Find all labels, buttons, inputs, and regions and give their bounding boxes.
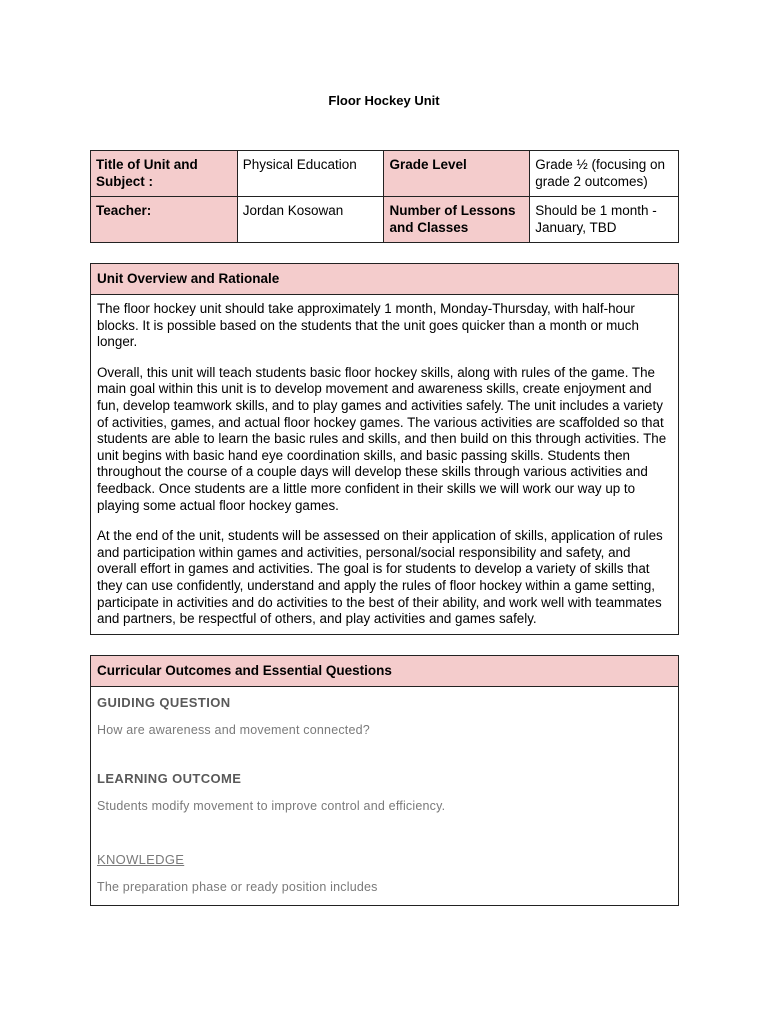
overview-paragraph: At the end of the unit, students will be assessed on their application of skills, application of rules and participation within games and activities, personal/social responsibility and safety, and overall effort in games and activities. The goal is for students to develop a variety of skills that they can use confidently, understand and apply the rules of floor hockey within a game setting, participate in activities and do activities to the best of their ability, and work well with teammates and partners, be respectful of others, and play activities and games safely.	[97, 528, 663, 627]
table-row	[91, 197, 679, 243]
overview-paragraph: The floor hockey unit should take approximately 1 month, Monday-Thursday, with half-hour blocks. It is possible based on the students that the unit goes quicker than a month or much longer.	[97, 301, 639, 350]
unit-overview-body	[91, 295, 678, 634]
teacher-value: Jordan Kosowan	[237, 197, 384, 243]
lessons-label: Number of Lessons and Classes	[384, 197, 530, 243]
unit-overview-section	[90, 263, 679, 635]
curricular-outcomes-header: Curricular Outcomes and Essential Questions	[91, 656, 678, 687]
unit-overview-header: Unit Overview and Rationale	[91, 264, 678, 295]
learning-outcome-text: Students modify movement to improve control and efficiency.	[97, 799, 446, 813]
table-row	[91, 151, 679, 197]
lessons-value: Should be 1 month - January, TBD	[530, 197, 679, 243]
curricular-outcomes-body	[91, 687, 678, 905]
learning-outcome-heading: LEARNING OUTCOME	[97, 771, 242, 786]
subject-value: Physical Education	[237, 151, 384, 197]
guiding-question-heading: GUIDING QUESTION	[97, 695, 231, 710]
overview-paragraph: Overall, this unit will teach students basic floor hockey skills, along with rules of the game. The main goal within this unit is to develop movement and awareness skills, create enjoyment and fun, develop teamwork skills, and to play games and activities safely. The unit includes a variety of activities, games, and actual floor hockey games. The various activities are scaffolded so that students are able to learn the basic rules and skills, and then build on this through activities. The unit begins with basic hand eye coordination skills, and basic passing skills. Students then throughout the course of a couple days will develop these skills through various activities and feedback. Once students are a little more confident in their skills we will work our way up to playing some actual floor hockey games.	[97, 364, 667, 513]
grade-level-label: Grade Level	[384, 151, 530, 197]
guiding-question-text: How are awareness and movement connected?	[97, 723, 370, 737]
knowledge-text: The preparation phase or ready position includes	[97, 880, 378, 894]
curricular-outcomes-section	[90, 655, 679, 906]
grade-level-value: Grade ½ (focusing on grade 2 outcomes)	[530, 151, 679, 197]
unit-info-table	[90, 150, 679, 243]
page-title: Floor Hockey Unit	[328, 93, 440, 108]
teacher-label: Teacher:	[91, 197, 238, 243]
title-subject-label: Title of Unit and Subject :	[91, 151, 238, 197]
knowledge-heading: KNOWLEDGE	[97, 852, 185, 867]
